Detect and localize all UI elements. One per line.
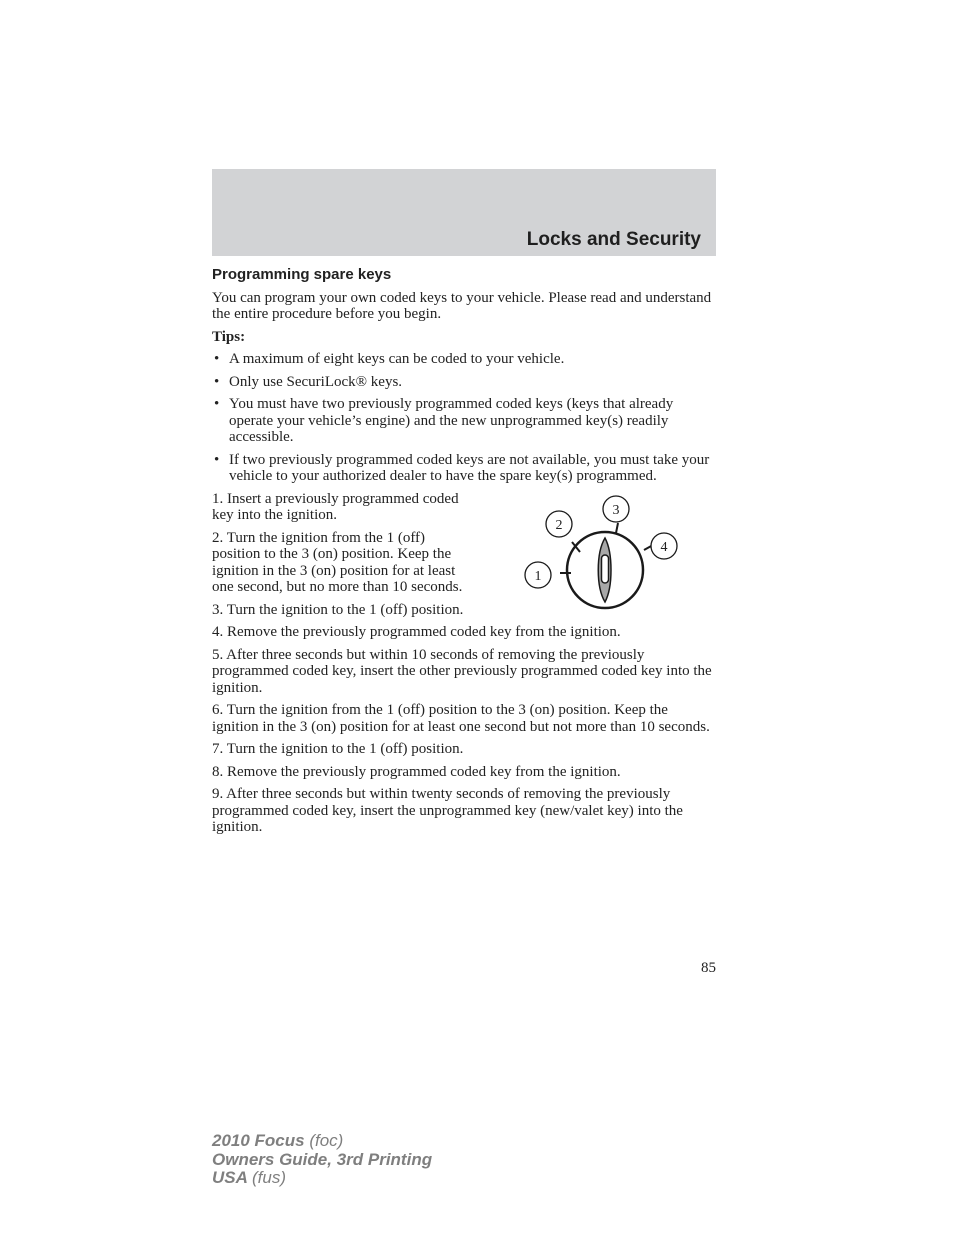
position-1-label: 1 <box>534 568 542 584</box>
tips-label: Tips: <box>212 328 246 345</box>
footer-model: 2010 Focus <box>212 1131 305 1150</box>
step-item: 6. Turn the ignition from the 1 (off) position to the 3 (on) position. Keep the ignition in the 3 (on) position for at least one second but not more than 10 seconds. <box>212 702 710 735</box>
step-item: 9. After three seconds but within twenty seconds of removing the previously programmed coded key, insert the unprogrammed key (new/valet key) into the ignition. <box>212 786 683 835</box>
list-item: • You must have two previously programmed coded keys (keys that already operate your vehicle’s engine) and the new unprogrammed key(s) readily accessible. <box>212 396 716 446</box>
step-item: 2. Turn the ignition from the 1 (off) position to the 3 (on) position. Keep the ignition in the 3 (on) position for at least one second, but no more than 10 seconds. <box>212 529 463 595</box>
page-number: 85 <box>701 960 716 976</box>
step-item: 3. Turn the ignition to the 1 (off) position. <box>212 601 464 618</box>
footer-line-market <box>212 1169 432 1188</box>
section-header-bar <box>212 169 716 256</box>
ignition-switch-illustration <box>516 487 682 611</box>
footer-line-edition: Owners Guide, 3rd Printing <box>212 1149 433 1169</box>
chapter-title: Locks and Security <box>526 229 701 250</box>
step-item: 7. Turn the ignition to the 1 (off) position. <box>212 741 464 757</box>
ignition-diagram <box>516 487 682 611</box>
intro-paragraph: You can program your own coded keys to your vehicle. Please read and understand the entire procedure before you begin. <box>212 289 712 322</box>
page-content <box>212 267 716 842</box>
step-item: 4. Remove the previously programmed coded key from the ignition. <box>212 624 621 640</box>
step-item: 8. Remove the previously programmed coded key from the ignition. <box>212 763 621 780</box>
key-slot-opening <box>602 555 609 583</box>
position-4-label: 4 <box>660 539 668 555</box>
step-item: 1. Insert a previously programmed coded key into the ignition. <box>212 490 459 523</box>
list-item: • If two previously programmed coded keys are not available, you must take your vehicle to your authorized dealer to have the spare key(s) programmed. <box>212 452 716 485</box>
step-item: 5. After three seconds but within 10 seconds of removing the previously programmed coded key, insert the other previously programmed coded key into the ignition. <box>212 646 712 696</box>
document-footer <box>212 1132 432 1188</box>
steps-with-figure <box>212 491 716 619</box>
position-2-label: 2 <box>555 517 563 533</box>
footer-market: USA <box>212 1168 248 1187</box>
footer-market-code: (fus) <box>252 1168 286 1187</box>
section-title: Programming spare keys <box>212 266 392 283</box>
list-item: • A maximum of eight keys can be coded to your vehicle. <box>212 351 716 368</box>
position-3-label: 3 <box>612 502 620 518</box>
footer-model-code: (foc) <box>309 1131 344 1150</box>
list-item: • Only use SecuriLock® keys. <box>212 374 716 391</box>
position-3-tick <box>616 523 618 533</box>
tips-list <box>212 351 716 485</box>
footer-line-model <box>212 1132 432 1151</box>
